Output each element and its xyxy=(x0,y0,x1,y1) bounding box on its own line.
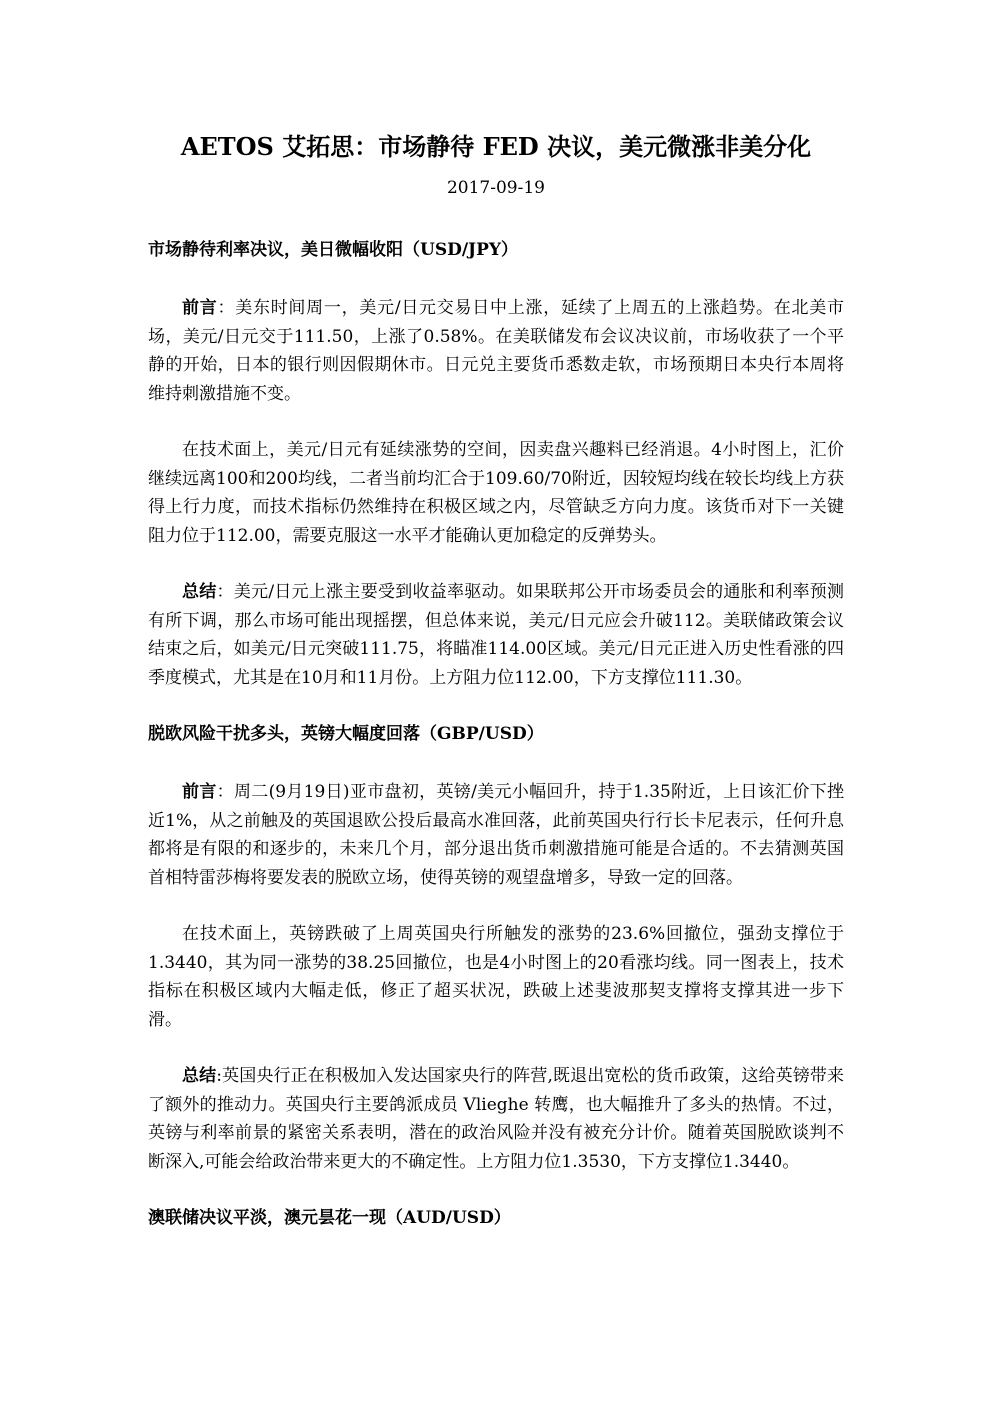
section-heading-audusd: 澳联储决议平淡，澳元昙花一现（AUD/USD） xyxy=(148,1208,511,1228)
intro-label: 前言 xyxy=(182,298,218,318)
technical-paragraph-gbpusd: 在技术面上，英镑跌破了上周英国央行所触发的涨势的23.6%回撤位，强劲支撑位于1.3440，其为同一涨势的38.25回撤位，也是4小时图上的20看涨均线。同一图表上，技术指标在积极区域内大幅走低，修正了超买状况，跌破上述斐波那契支撑将支撑其进一步下滑。 xyxy=(148,924,844,1030)
document-date: 2017-09-19 xyxy=(446,178,545,198)
intro-label: 前言 xyxy=(182,782,217,802)
summary-paragraph-gbpusd xyxy=(148,1062,844,1176)
section-heading-usdjpy: 市场静待利率决议，美日微幅收阳（USD/JPY） xyxy=(148,240,519,260)
summary-label: 总结 xyxy=(182,582,217,602)
intro-text: ：美东时间周一，美元/日元交易日中上涨，延续了上周五的上涨趋势。在北美市场，美元/日元交于111.50，上涨了0.58%。在美联储发布会议决议前，市场收获了一个平静的开始，日本的银行则因假期休市。日元兑主要货币悉数走软，市场预期日本央行本周将维持刺激措施不变。 xyxy=(148,298,845,404)
intro-paragraph-gbpusd xyxy=(148,778,844,892)
summary-label: 总结 xyxy=(182,1066,217,1086)
intro-paragraph-usdjpy xyxy=(148,294,844,408)
intro-text: ：周二(9月19日)亚市盘初，英镑/美元小幅回升，持于1.35附近，上日该汇价下挫近1%，从之前触及的英国退欧公投后最高水准回落，此前英国央行行长卡尼表示，任何升息都将是有限的和逐步的，未来几个月，部分退出货币刺激措施可能是合适的。不去猜测英国首相特雷莎梅将要发表的脱欧立场，使得英镑的观望盘增多，导致一定的回落。 xyxy=(148,782,845,888)
technical-paragraph-usdjpy: 在技术面上，美元/日元有延续涨势的空间，因卖盘兴趣料已经消退。4小时图上，汇价继续远离100和200均线，二者当前均汇合于109.60/70附近，因较短均线在较长均线上方获得上行力度，而技术指标仍然维持在积极区域之内，尽管缺乏方向力度。该货币对下一关键阻力位于112.00，需要克服这一水平才能确认更加稳定的反弹势头。 xyxy=(148,440,844,546)
summary-text: ：美元/日元上涨主要受到收益率驱动。如果联邦公开市场委员会的通胀和利率预测有所下调，那么市场可能出现摇摆，但总体来说，美元/日元应会升破112。美联储政策会议结束之后，如美元/日元突破111.75，将瞄准114.00区域。美元/日元正进入历史性看涨的四季度模式，尤其是在10月和11月份。上方阻力位112.00，下方支撑位111.30。 xyxy=(148,582,844,688)
summary-text: :英国央行正在积极加入发达国家央行的阵营,既退出宽松的货币政策，这给英镑带来了额外的推动力。英国央行主要鸽派成员 Vlieghe 转鹰，也大幅推升了多头的热情。不过，英镑与利率前景的紧密关系表明，潜在的政治风险并没有被充分计价。随着英国脱欧谈判不断深入,可能会给政治带来更大的不确定性。上方阻力位1.3530，下方支撑位1.3440。 xyxy=(148,1066,844,1172)
document-title: AETOS 艾拓思：市场静待 FED 决议，美元微涨非美分化 xyxy=(180,132,812,161)
section-heading-gbpusd: 脱欧风险干扰多头，英镑大幅度回落（GBP/USD） xyxy=(148,724,544,744)
summary-paragraph-usdjpy xyxy=(148,578,844,692)
